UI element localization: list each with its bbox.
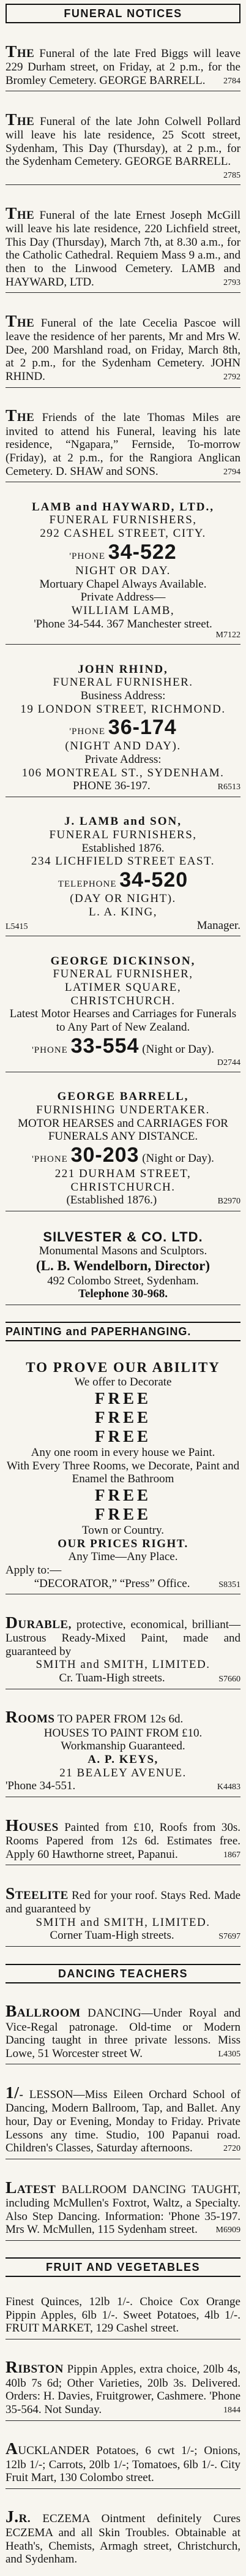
ad-headline: TO PROVE OUR ABILITY xyxy=(26,1359,220,1375)
private-address: 106 MONTREAL ST., SYDENHAM. xyxy=(21,766,225,779)
phone-label: 'PHONE xyxy=(69,551,106,561)
free-word: FREE xyxy=(94,1504,151,1523)
phone-line xyxy=(6,868,240,892)
ad-body xyxy=(6,2295,240,2335)
notice-body xyxy=(6,406,240,478)
section-heading-funeral-notices: FUNERAL NOTICES xyxy=(6,4,240,23)
notice-text: Funeral of the late Cecelia Pascoe will leave the residence of her parents, Mr and Mrs W. Dee, 200 Marshland road, on Friday, March 8th, at 2 p.m., for the Sydenham Cemetery. JOHN RHIND. xyxy=(6,316,240,384)
ad-reference: K4483 xyxy=(217,1782,240,1792)
quinces-ad xyxy=(6,2294,240,2339)
private-name: WILLIAM LAMB, xyxy=(71,604,175,617)
ad-text: Finest Quinces, 12lb 1/-. Choice Cox Orange Pippin Apples, 6lb 1/-. Sweet Potatoes, 4lb 1/-. FRUIT MARKET, 129 Cashel street. xyxy=(6,2295,240,2335)
firm-name: GEORGE BARRELL, xyxy=(57,1090,189,1104)
silvester-ad xyxy=(6,1228,240,1305)
funeral-notice xyxy=(6,202,240,294)
ad-body xyxy=(6,2507,240,2566)
section-heading-painting: PAINTING and PAPERHANGING. xyxy=(6,1322,240,1341)
ad-reference: M7122 xyxy=(215,631,240,640)
ad-reference: 2792 xyxy=(223,373,240,382)
ad-text: Painted from £10, Roofs from 30s. Rooms Papered from 12s 6d. Estimates free. Apply 60 Hawthorne street, Papanui. xyxy=(6,1820,240,1861)
eczema-ointment-ad xyxy=(6,2506,240,2569)
steelite-ad xyxy=(6,1882,240,1947)
funeral-notice xyxy=(6,310,240,388)
maker-name: SMITH and SMITH, LIMITED. xyxy=(35,1915,211,1929)
durable-paint-ad xyxy=(6,1612,240,1689)
when-line: Any Time—Any Place. xyxy=(68,1550,178,1564)
dickinson-ad xyxy=(6,953,240,1072)
service-hours: (NIGHT AND DAY). xyxy=(65,740,181,753)
firm-name: LAMB and HAYWARD, LTD., xyxy=(32,500,214,513)
service-hours: (Night or Day). xyxy=(142,1042,214,1056)
ad-lead: LATEST xyxy=(6,2177,56,2197)
ad-reference: 2793 xyxy=(223,278,240,287)
ad-body xyxy=(6,2001,240,2060)
phone-label: TELEPHONE xyxy=(58,879,117,890)
notice-lead: THE xyxy=(6,311,35,330)
service-hours: (DAY OR NIGHT). xyxy=(70,892,176,906)
ad-reference: S7660 xyxy=(218,1675,240,1684)
ad-text: ECZEMA Ointment definitely Cures ECZEMA and all Skin Troubles. Obtainable at Heath's, Chemists, Armagh street, Christchurch, and Sydenham. xyxy=(6,2512,240,2566)
ad-body xyxy=(6,2178,240,2237)
firm-address: 19 LONDON STREET, RICHMOND. xyxy=(20,702,226,716)
ad-reference: 2720 xyxy=(223,2144,240,2154)
ad-body xyxy=(6,1613,240,1659)
ad-lead: J.R. xyxy=(6,2507,31,2526)
tradesman-address: 21 BEALEY AVENUE. xyxy=(59,1766,187,1779)
firm-city: CHRISTCHURCH. xyxy=(70,1180,176,1194)
ad-reference: B2970 xyxy=(217,1197,240,1207)
service-hours: NIGHT OR DAY. xyxy=(75,564,171,577)
maker-place-row xyxy=(6,1672,240,1685)
ad-reference: 2785 xyxy=(223,171,240,181)
ad-text: TO PAPER FROM 12s 6d. xyxy=(57,1713,184,1726)
notice-body xyxy=(6,109,240,181)
firm-address: 492 Colombo Street, Sydenham. xyxy=(47,1274,199,1287)
ad-text: Pippin Apples, extra choice, 20lb 4s, 40lb 7s 6d; Other Varieties, 20lb 3s. Delivered. Orders: H. Davies, Fruitgrower, Cashmere. 'Phone 35-564. Not Sunday. xyxy=(6,2363,240,2417)
phone-line xyxy=(6,1034,240,1058)
lamb-son-ad xyxy=(6,814,240,936)
dancing-ad xyxy=(6,2082,240,2159)
john-rhind-ad xyxy=(6,662,240,797)
aucklander-potatoes-ad xyxy=(6,2438,240,2489)
rooms-to-paper-ad xyxy=(6,1706,240,1797)
phone-number: 33-554 xyxy=(70,1034,140,1058)
apply-row xyxy=(6,1577,240,1591)
maker-place: Cr. Tuam-High streets. xyxy=(59,1672,165,1685)
firm-director: (L. B. Wendelborn, Director) xyxy=(35,1258,211,1274)
houses-painted-ad xyxy=(6,1814,240,1866)
firm-blurb: Latest Motor Hearses and Carriages for Funerals to Any Part of New Zealand. xyxy=(9,1007,237,1034)
prices-line: OUR PRICES RIGHT. xyxy=(58,1537,188,1550)
firm-address: 234 LICHFIELD STREET EAST. xyxy=(31,855,215,868)
maker-place: Corner Tuam-High streets. xyxy=(50,1929,174,1942)
guarantee-line: Workmanship Guaranteed. xyxy=(61,1740,185,1753)
manager-row xyxy=(6,919,240,933)
private-address-label: Private Address— xyxy=(80,591,166,604)
firm-address: 292 CASHEL STREET, CITY. xyxy=(40,527,206,540)
apply-label: Apply to:— xyxy=(6,1563,62,1577)
ad-reference: M6909 xyxy=(215,2226,240,2235)
notice-lead: THE xyxy=(6,41,35,61)
ad-text: DANCING—Under Royal and Vice-Regal patronage. Old-time or Modern Dancing taught in three private lessons. Miss Lowe, 51 Worcester street W. xyxy=(6,2007,241,2060)
ad-lead: STEELITE xyxy=(6,1883,69,1903)
manager-title: Manager. xyxy=(196,919,240,932)
ad-text: LESSON—Miss Eileen Orchard School of Dancing, Modern Ballroom, Tap, and Ballet. Any hour, Day or Evening, Monday to Friday. Private Lessons any time. Studio, 100 Papanui road. Children's Classes, Saturday afternoons. xyxy=(6,2088,240,2155)
firm-address: 221 DURHAM STREET, xyxy=(54,1167,192,1180)
ad-body xyxy=(6,1707,240,1726)
offer-line: We offer to Decorate xyxy=(74,1376,172,1389)
section-heading-dancing-teachers: DANCING TEACHERS xyxy=(6,1964,240,1983)
dancing-ad xyxy=(6,2176,240,2241)
ad-reference: D2744 xyxy=(217,1058,240,1067)
ad-text: BALLROOM DANCING TAUGHT, including McMullen's Foxtrot, Waltz, a Specialty. Also Step Dancing. Information: 'Phone 35-197. Mrs W. McMullen, 115 Sydenham street. xyxy=(6,2183,241,2237)
private-phone: 'Phone 34-544. 367 Manchester street. xyxy=(34,617,212,631)
phone-number: 34-522 xyxy=(108,540,177,564)
phone-row xyxy=(6,1779,240,1793)
ad-reference: 2784 xyxy=(223,76,240,86)
chapel-note: Mortuary Chapel Always Available. xyxy=(39,577,207,591)
private-phone: PHONE 36-197. xyxy=(72,779,151,793)
ad-text: Red for your roof. Stays Red. Made and guaranteed by xyxy=(6,1888,241,1916)
firm-blurb: MOTOR HEARSES and CARRIAGES FOR FUNERALS ANY DISTANCE. xyxy=(18,1116,228,1143)
ad-body xyxy=(6,1884,240,1916)
firm-trade: FUNERAL FURNISHER, xyxy=(53,968,193,981)
ad-body xyxy=(6,2083,240,2155)
area-line: Town or Country. xyxy=(81,1523,165,1537)
firm-trade: FUNERAL FURNISHER. xyxy=(53,676,193,689)
business-address-label: Business Address: xyxy=(80,689,166,702)
notice-body xyxy=(6,203,240,289)
maker-place-row xyxy=(6,1929,240,1942)
phone-number: 36-174 xyxy=(108,716,177,740)
firm-trade: FUNERAL FURNISHERS, xyxy=(49,828,197,842)
free-word: FREE xyxy=(94,1426,151,1445)
ad-reference: L5415 xyxy=(6,922,28,931)
firm-city: CHRISTCHURCH. xyxy=(70,994,176,1007)
barrell-ad xyxy=(6,1089,240,1211)
maker-name: SMITH and SMITH, LIMITED. xyxy=(35,1658,211,1672)
notice-lead: THE xyxy=(6,109,35,129)
dancing-ad xyxy=(6,2000,240,2064)
phone-number: 30-203 xyxy=(70,1143,140,1167)
ad-lead: RIBSTON xyxy=(6,2357,64,2377)
established-row xyxy=(6,1194,240,1207)
ad-body xyxy=(6,2439,240,2485)
phone-line xyxy=(6,716,240,740)
ad-reference: 1844 xyxy=(223,2406,240,2415)
private-phone-row xyxy=(6,779,240,793)
ad-reference: L4305 xyxy=(218,2049,240,2059)
ad-body xyxy=(6,1816,240,1862)
ad-lead: DURABLE, xyxy=(6,1612,72,1632)
phone-label: 'PHONE xyxy=(69,727,106,737)
firm-trade: FURNISHING UNDERTAKER. xyxy=(36,1103,210,1116)
ad-body xyxy=(6,2357,240,2416)
ad-reference: 1867 xyxy=(223,1850,240,1860)
firm-trade: FUNERAL FURNISHERS, xyxy=(49,513,197,527)
funeral-notice xyxy=(6,404,240,482)
ad-lead: A xyxy=(6,2439,18,2458)
firm-name: GEORGE DICKINSON, xyxy=(50,954,196,968)
service-hours: (Night or Day). xyxy=(142,1151,214,1165)
established-note: (Established 1876.) xyxy=(66,1194,157,1207)
ad-reference: S7697 xyxy=(218,1932,240,1942)
notice-body xyxy=(6,42,240,88)
free-word: FREE xyxy=(94,1485,151,1504)
ad-reference: S8351 xyxy=(218,1580,240,1589)
free-word: FREE xyxy=(94,1407,151,1426)
notice-lead: THE xyxy=(6,406,35,425)
firm-address: LATIMER SQUARE, xyxy=(64,981,182,994)
ad-text: UCKLANDER Potatoes, 6 cwt 1/-; Onions, 12lb 1/-; Carrots, 20lb 1/-; Tomatoes, 6lb 1/-. City Fruit Mart, 130 Colombo street. xyxy=(6,2444,240,2485)
phone-line xyxy=(6,1143,240,1167)
firm-trade: Monumental Masons and Sculptors. xyxy=(39,1244,207,1258)
ad-lead: HOUSES xyxy=(6,1815,59,1835)
notice-text: Funeral of the late John Colwell Pollard will leave his late residence, 25 Scott street, Sydenham, This Day (Thursday), at 2 p.m., for the Sydenham Cemetery. GEORGE BARRELL. xyxy=(6,115,240,169)
lamb-hayward-ad xyxy=(6,499,240,645)
bathroom-offer: With Every Three Rooms, we Decorate, Paint and Enamel the Bathroom xyxy=(6,1459,240,1486)
free-word: FREE xyxy=(94,1388,151,1407)
section-heading-fruit-vegetables: FRUIT AND VEGETABLES xyxy=(6,2257,240,2277)
ad-reference: R6513 xyxy=(217,782,240,792)
room-offer: Any one room in every house we Paint. xyxy=(31,1445,215,1459)
tradesman-name: A. P. KEYS, xyxy=(88,1753,158,1767)
notice-body xyxy=(6,311,240,384)
established-note: Established 1876. xyxy=(81,841,165,855)
notice-text: Funeral of the late Fred Biggs will leave 229 Durham street, on Friday, at 2 p.m., for the Bromley Cemetery. GEORGE BARRELL. xyxy=(6,47,240,87)
phone-number: 34-520 xyxy=(119,868,188,892)
apply-address: “DECORATOR,” “Press” Office. xyxy=(34,1577,190,1590)
firm-name: J. LAMB and SON, xyxy=(64,815,182,828)
notice-text: Friends of the late Thomas Miles are invited to attend his Funeral, leaving his late residence, “Ngapara,” Fernside, To-morrow (Friday), at 2 p.m., for the Rangiora Anglican Cemetery. D. SHAW and SONS. xyxy=(6,411,240,478)
ribston-apples-ad xyxy=(6,2356,240,2420)
phone-label: 'PHONE xyxy=(32,1154,68,1164)
manager-name: L. A. KING, xyxy=(88,905,158,919)
firm-name: JOHN RHIND, xyxy=(78,662,168,676)
ad-text: protective, economical, brilliant—Lustrous Ready-Mixed Paint, made and guaranteed by xyxy=(6,1618,241,1658)
phone-line xyxy=(6,540,240,564)
funeral-notice xyxy=(6,40,240,92)
ad-lead: 1/- xyxy=(6,2082,24,2102)
ad-lead: BALLROOM xyxy=(6,2001,81,2021)
funeral-notice xyxy=(6,108,240,185)
notice-lead: THE xyxy=(6,203,35,222)
firm-name: SILVESTER & CO. LTD. xyxy=(43,1229,203,1245)
private-address-label: Private Address: xyxy=(84,753,162,766)
houses-line: HOUSES TO PAINT FROM £10. xyxy=(43,1726,203,1740)
prove-ability-ad xyxy=(6,1358,240,1594)
tradesman-phone: 'Phone 34-551. xyxy=(6,1779,76,1793)
ad-lead: ROOMS xyxy=(6,1707,55,1727)
firm-phone: Telephone 30-968. xyxy=(78,1287,168,1301)
ad-reference: 2794 xyxy=(223,467,240,477)
notice-text: Funeral of the late Ernest Joseph McGill will leave his late residence, 220 Lichfield street, This Day (Thursday), March 7th, at 8.30 a.m., for the Catholic Cathedral. Requiem Mass 9 a.m., and then to the Linwood Cemetery. LAMB and HAYWARD, LTD. xyxy=(6,208,241,289)
phone-label: 'PHONE xyxy=(32,1045,68,1055)
